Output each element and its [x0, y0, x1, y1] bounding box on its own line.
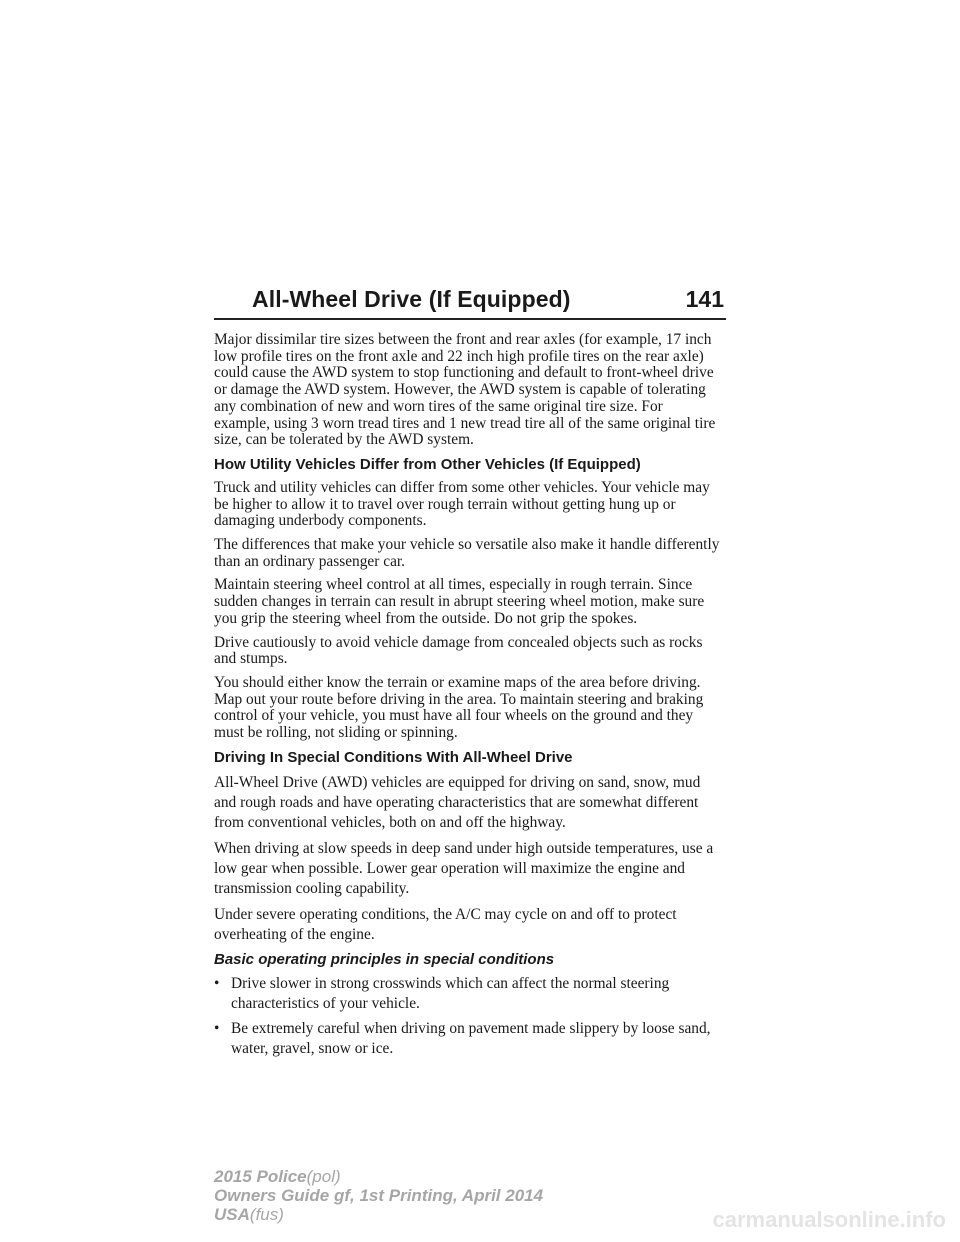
paragraph-truck-utility: Truck and utility vehicles can differ from some other vehicles. Your vehicle may be higher to allow it to travel over rough terrain without getting hung up or damaging underbody components. — [214, 478, 710, 530]
section-title: All-Wheel Drive (If Equipped) — [252, 286, 571, 312]
bullet-icon: • — [214, 1019, 220, 1037]
bullet-icon: • — [214, 974, 220, 992]
footer-printing: Owners Guide gf, 1st Printing, April 2014 — [214, 1186, 544, 1205]
list-item — [214, 1019, 722, 1059]
footer-market: USA — [214, 1205, 250, 1224]
header-rule — [214, 318, 726, 320]
page-footer — [214, 1167, 543, 1224]
paragraph-awd-equipped: All-Wheel Drive (AWD) vehicles are equipped for driving on sand, snow, mud and rough roads and have operating characteristics that are somewhat different from conventional vehicles, both on and off the highway. — [214, 773, 701, 831]
footer-model: 2015 Police — [214, 1167, 307, 1186]
heading-special-conditions: Driving In Special Conditions With All-Wheel Drive — [214, 748, 573, 766]
footer-line-model — [214, 1167, 543, 1186]
list-item-text: Be extremely careful when driving on pavement made slippery by loose sand, water, gravel, snow or ice. — [231, 1019, 711, 1057]
heading-utility-vehicles: How Utility Vehicles Differ from Other Vehicles (If Equipped) — [214, 455, 641, 473]
paragraph-tire-sizes: Major dissimilar tire sizes between the front and rear axles (for example, 17 inch low profile tires on the front axle and 22 inch high profile tires on the rear axle) could cause the AWD system to stop functioning and default to front-wheel drive or damage the AWD system. However, the AWD system is capable of tolerating any combination of new and worn tires of the same original tire size. For example, using 3 worn tread tires and 1 new tread tire all of the same original tire size, can be tolerated by the AWD system. — [214, 331, 716, 449]
paragraph-drive-cautiously: Drive cautiously to avoid vehicle damage from concealed objects such as rocks and stumps. — [214, 633, 703, 668]
paragraph-steering-control: Maintain steering wheel control at all times, especially in rough terrain. Since sudden changes in terrain can result in abrupt steering wheel motion, make sure you grip the steering wheel from the outside. Do not grip the spokes. — [214, 576, 705, 627]
principles-list — [214, 974, 722, 1059]
paragraph-ac-cycle: Under severe operating conditions, the A/C may cycle on and off to protect overheating of the engine. — [214, 905, 677, 943]
list-item-text: Drive slower in strong crosswinds which can affect the normal steering characteristics of your vehicle. — [231, 974, 670, 1012]
list-item — [214, 974, 722, 1014]
paragraph-deep-sand: When driving at slow speeds in deep sand under high outside temperatures, use a low gear when possible. Lower gear operation will maximize the engine and transmission cooling capability. — [214, 839, 714, 897]
footer-line-market — [214, 1205, 543, 1224]
page-number: 141 — [685, 286, 724, 312]
paragraph-differences: The differences that make your vehicle so versatile also make it handle differently than an ordinary passenger car. — [214, 536, 720, 570]
footer-market-code: (fus) — [249, 1205, 284, 1224]
heading-basic-principles: Basic operating principles in special conditions — [214, 950, 555, 968]
watermark-text: carmanualsonline.info — [712, 1207, 946, 1232]
page-content — [214, 332, 722, 1064]
paragraph-terrain-maps: You should either know the terrain or examine maps of the area before driving. Map out your route before driving in the area. To maintain steering and braking control of your vehicle, you must have all four wheels on the ground and they must be rolling, not sliding or spinning. — [214, 673, 704, 742]
page-header — [214, 286, 726, 322]
footer-model-code: (pol) — [306, 1167, 341, 1186]
